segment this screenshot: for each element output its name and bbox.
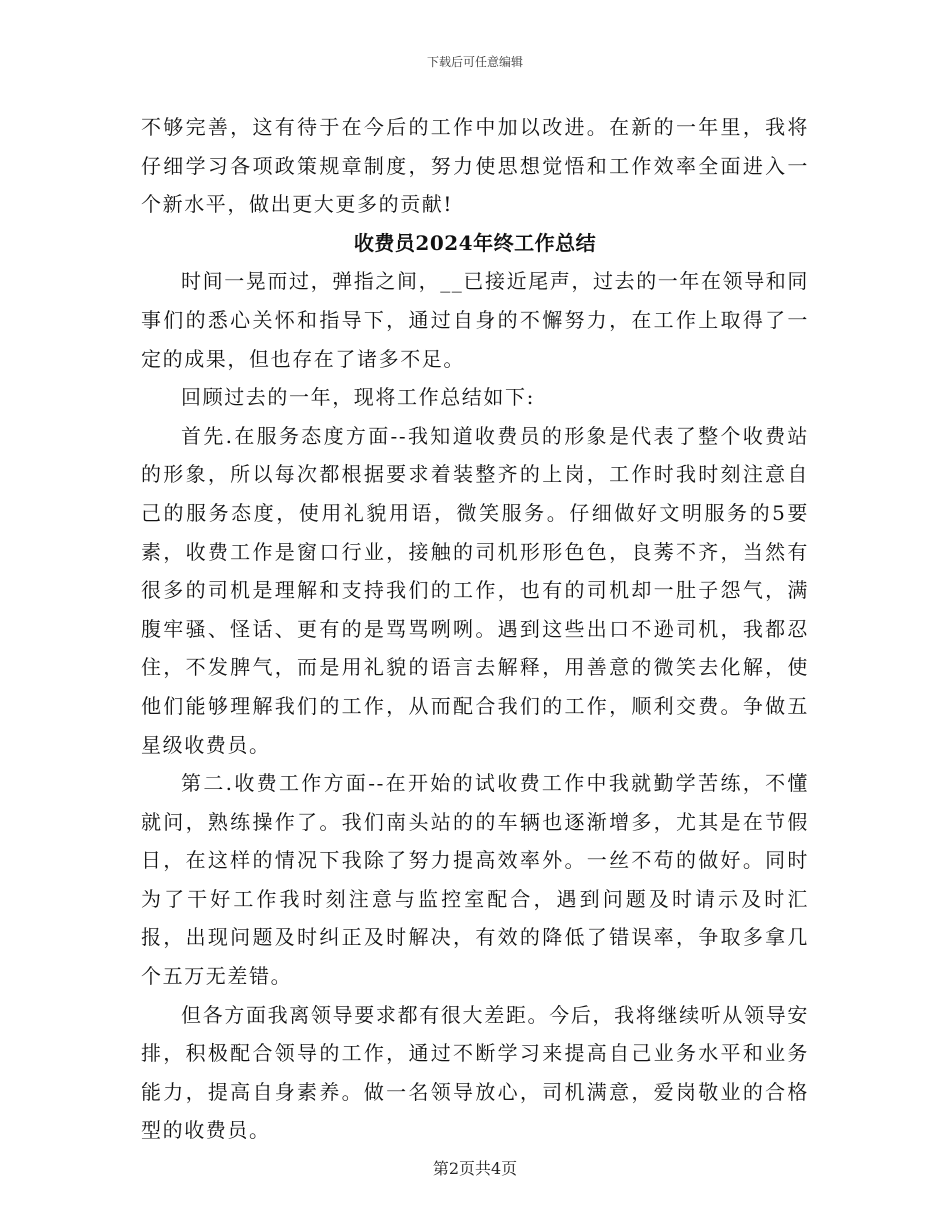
document-title: 收费员2024年终工作总结 bbox=[353, 230, 597, 255]
page-number: 第2页共4页 bbox=[432, 1159, 518, 1178]
document-body bbox=[141, 108, 809, 1150]
paragraph-service-attitude: 首先.在服务态度方面--我知道收费员的形象是代表了整个收费站的形象，所以每次都根据要求着装整齐的上岗，工作时我时刻注意自己的服务态度，使用礼貌用语，微笑服务。仔细做好文明服务的5要素，收费工作是窗口行业，接触的司机形形色色，良莠不齐，当然有很多的司机是理解和支持我们的工作，也有的司机却一肚子怨气，满腹牢骚、怪话、更有的是骂骂咧咧。遇到这些出口不逊司机，我都忍住，不发脾气，而是用礼貌的语言去解释，用善意的微笑去化解，使他们能够理解我们的工作，从而配合我们的工作，顺利交费。争做五星级收费员。 bbox=[141, 423, 809, 757]
paragraph-intro: 时间一晃而过，弹指之间，__已接近尾声，过去的一年在领导和同事们的悉心关怀和指导下，通过自身的不懈努力，在工作上取得了一定的成果，但也存在了诸多不足。 bbox=[141, 269, 809, 371]
paragraph-outlook: 但各方面我离领导要求都有很大差距。今后，我将继续听从领导安排，积极配合领导的工作，通过不断学习来提高自己业务水平和业务能力，提高自身素养。做一名领导放心，司机满意，爱岗敬业的合格型的收费员。 bbox=[141, 1002, 809, 1143]
paragraph-review: 回顾过去的一年，现将工作总结如下: bbox=[181, 385, 535, 410]
page-header-note: 下载后可任意编辑 bbox=[426, 55, 523, 69]
continuation-paragraph: 不够完善，这有待于在今后的工作中加以改进。在新的一年里，我将仔细学习各项政策规章制度，努力使思想觉悟和工作效率全面进入一个新水平，做出更大更多的贡献! bbox=[141, 115, 809, 217]
paragraph-toll-work: 第二.收费工作方面--在开始的试收费工作中我就勤学苦练，不懂就问，熟练操作了。我们南头站的的车辆也逐渐增多，尤其是在节假日，在这样的情况下我除了努力提高效率外。一丝不苟的做好。同时为了干好工作我时刻注意与监控室配合，遇到问题及时请示及时汇报，出现问题及时纠正及时解决，有效的降低了错误率，争取多拿几个五万无差错。 bbox=[141, 771, 809, 989]
